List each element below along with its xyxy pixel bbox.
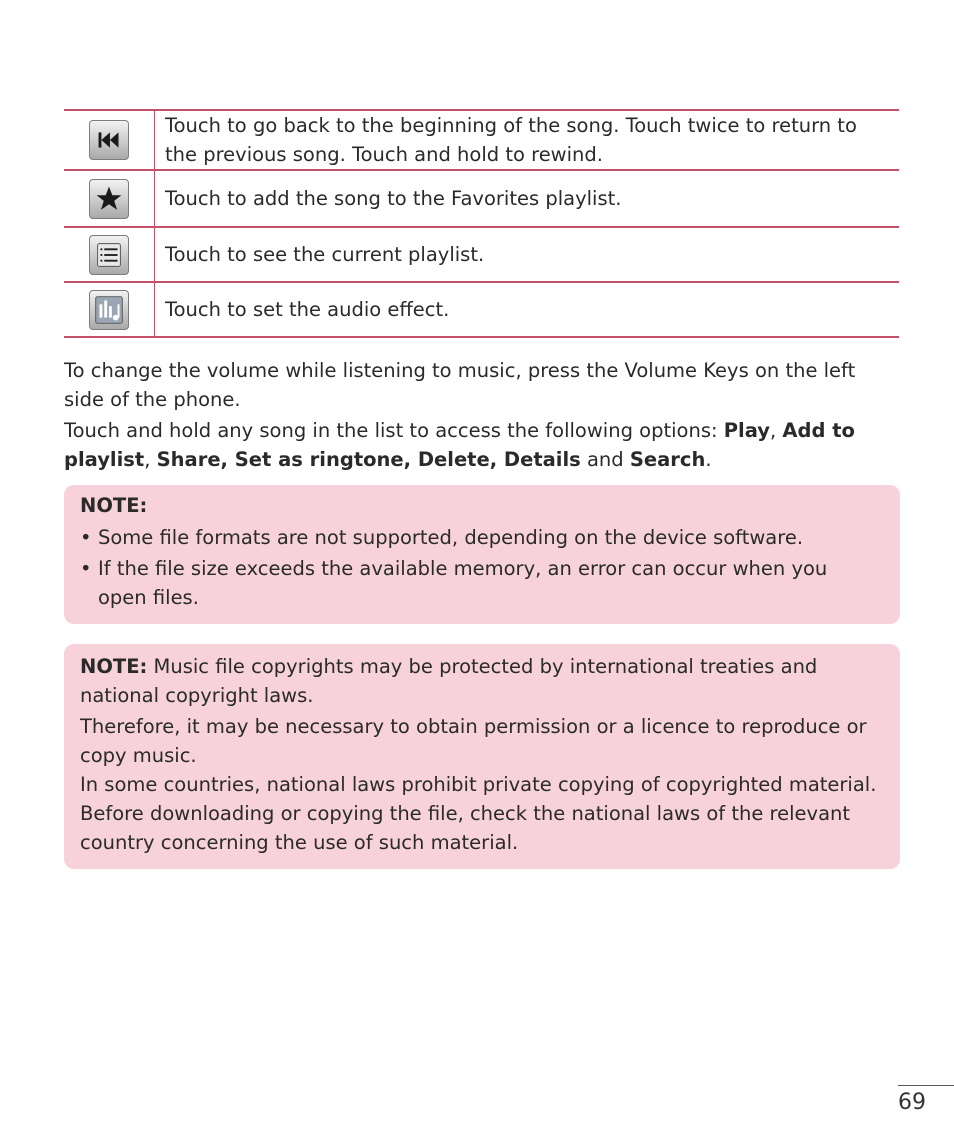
table-row: [64, 110, 899, 170]
list-item: • If the file size exceeds the available memory, an error can occur when you open files.: [80, 554, 880, 612]
note-box-copyright: [64, 644, 900, 869]
playlist-icon: [89, 235, 129, 275]
option-list: Share, Set as ringtone, Delete, Details: [156, 448, 581, 471]
icon-description-table: [64, 109, 899, 338]
page-number-rule: [898, 1085, 954, 1086]
option-play: Play: [723, 419, 771, 442]
note-copyright-line: In some countries, national laws prohibit private copying of copyrighted material.: [80, 773, 877, 796]
note-copyright-line: Therefore, it may be necessary to obtain permission or a licence to reproduce or copy music.: [80, 715, 867, 767]
audio-effect-icon: [89, 290, 129, 330]
table-row: [64, 170, 899, 227]
page-number: 69: [898, 1090, 926, 1115]
rewind-icon: [89, 120, 129, 160]
table-row-text: Touch to add the song to the Favorites playlist.: [165, 187, 622, 210]
table-row-text: Touch to set the audio effect.: [165, 298, 450, 321]
options-paragraph: Touch and hold any song in the list to access the following options: Play, Add to playlist, Share, Set as ringtone, Delete, Details and Search.: [64, 419, 855, 471]
note-bullet-list: [80, 523, 880, 614]
table-row: [64, 282, 899, 337]
note-title: NOTE:: [80, 655, 148, 678]
note-box-formats: [64, 485, 900, 624]
note-copyright-line: Before downloading or copying the file, check the national laws of the relevant country concerning the use of such material.: [80, 802, 851, 854]
option-search: Search: [629, 448, 706, 471]
table-row-text: Touch to see the current playlist.: [165, 243, 485, 266]
option-add-to-playlist: Add to playlist: [64, 419, 855, 471]
note-title: NOTE:: [80, 494, 148, 517]
star-icon: [89, 179, 129, 219]
table-row-text: Touch to go back to the beginning of the song. Touch twice to return to the previous song. Touch and hold to rewind.: [165, 114, 857, 166]
list-item: • Some file formats are not supported, depending on the device software.: [80, 523, 880, 552]
note-copyright-line: NOTE: Music file copyrights may be protected by international treaties and national copyright laws.: [80, 655, 818, 707]
volume-paragraph: To change the volume while listening to music, press the Volume Keys on the left side of the phone.: [64, 359, 856, 411]
table-row: [64, 227, 899, 282]
